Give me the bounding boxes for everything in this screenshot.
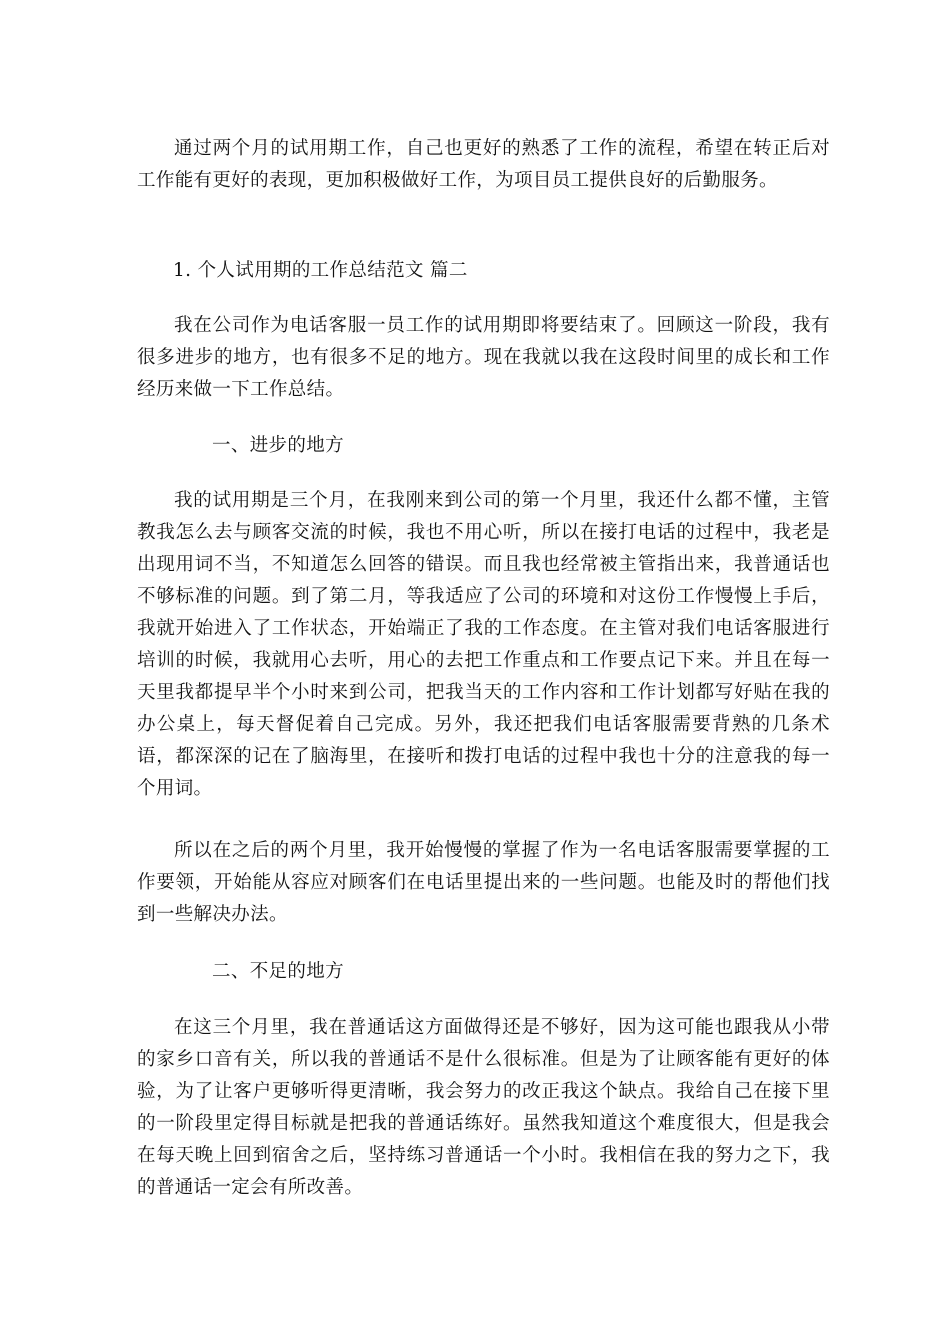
progress-heading: 一、进步的地方 xyxy=(212,435,344,456)
progress-paragraph-2: 所以在之后的两个月里，我开始慢慢的掌握了作为一名电话客服需要掌握的工作要领，开始能从容应对顾客们在电话里提出来的一些问题。也能及时的帮他们找到一些解决办法。 xyxy=(137,840,830,925)
opening-paragraph: 我在公司作为电话客服一员工作的试用期即将要结束了。回顾这一阶段，我有很多进步的地方，也有很多不足的地方。现在我就以我在这段时间里的成长和工作经历来做一下工作总结。 xyxy=(137,315,830,400)
progress-paragraph-1: 我的试用期是三个月，在我刚来到公司的第一个月里，我还什么都不懂，主管教我怎么去与顾客交流的时候，我也不用心听，所以在接打电话的过程中，我老是出现用词不当，不知道怎么回答的错误。而且我也经常被主管指出来，我普通话也不够标准的问题。到了第二月，等我适应了公司的环境和对这份工作慢慢上手后，我就开始进入了工作状态，开始端正了我的工作态度。在主管对我们电话客服进行培训的时候，我就用心去听，用心的去把工作重点和工作要点记下来。并且在每一天里我都提早半个小时来到公司，把我当天的工作内容和工作计划都写好贴在我的办公桌上，每天督促着自己完成。另外，我还把我们电话客服需要背熟的几条术语，都深深的记在了脑海里，在接听和拨打电话的过程中我也十分的注意我的每一个用词。 xyxy=(137,490,830,799)
shortcoming-heading: 二、不足的地方 xyxy=(212,961,344,982)
section-title: 1. 个人试用期的工作总结范文 篇二 xyxy=(173,260,468,281)
intro-paragraph: 通过两个月的试用期工作，自己也更好的熟悉了工作的流程，希望在转正后对工作能有更好的表现，更加积极做好工作，为项目员工提供良好的后勤服务。 xyxy=(137,138,830,191)
shortcoming-paragraph: 在这三个月里，我在普通话这方面做得还是不够好，因为这可能也跟我从小带的家乡口音有关，所以我的普通话不是什么很标准。但是为了让顾客能有更好的体验，为了让客户更够听得更清晰，我会努力的改正我这个缺点。我给自己在接下里的一阶段里定得目标就是把我的普通话练好。虽然我知道这个难度很大，但是我会在每天晚上回到宿舍之后，坚持练习普通话一个小时。我相信在我的努力之下，我的普通话一定会有所改善。 xyxy=(137,1017,830,1198)
